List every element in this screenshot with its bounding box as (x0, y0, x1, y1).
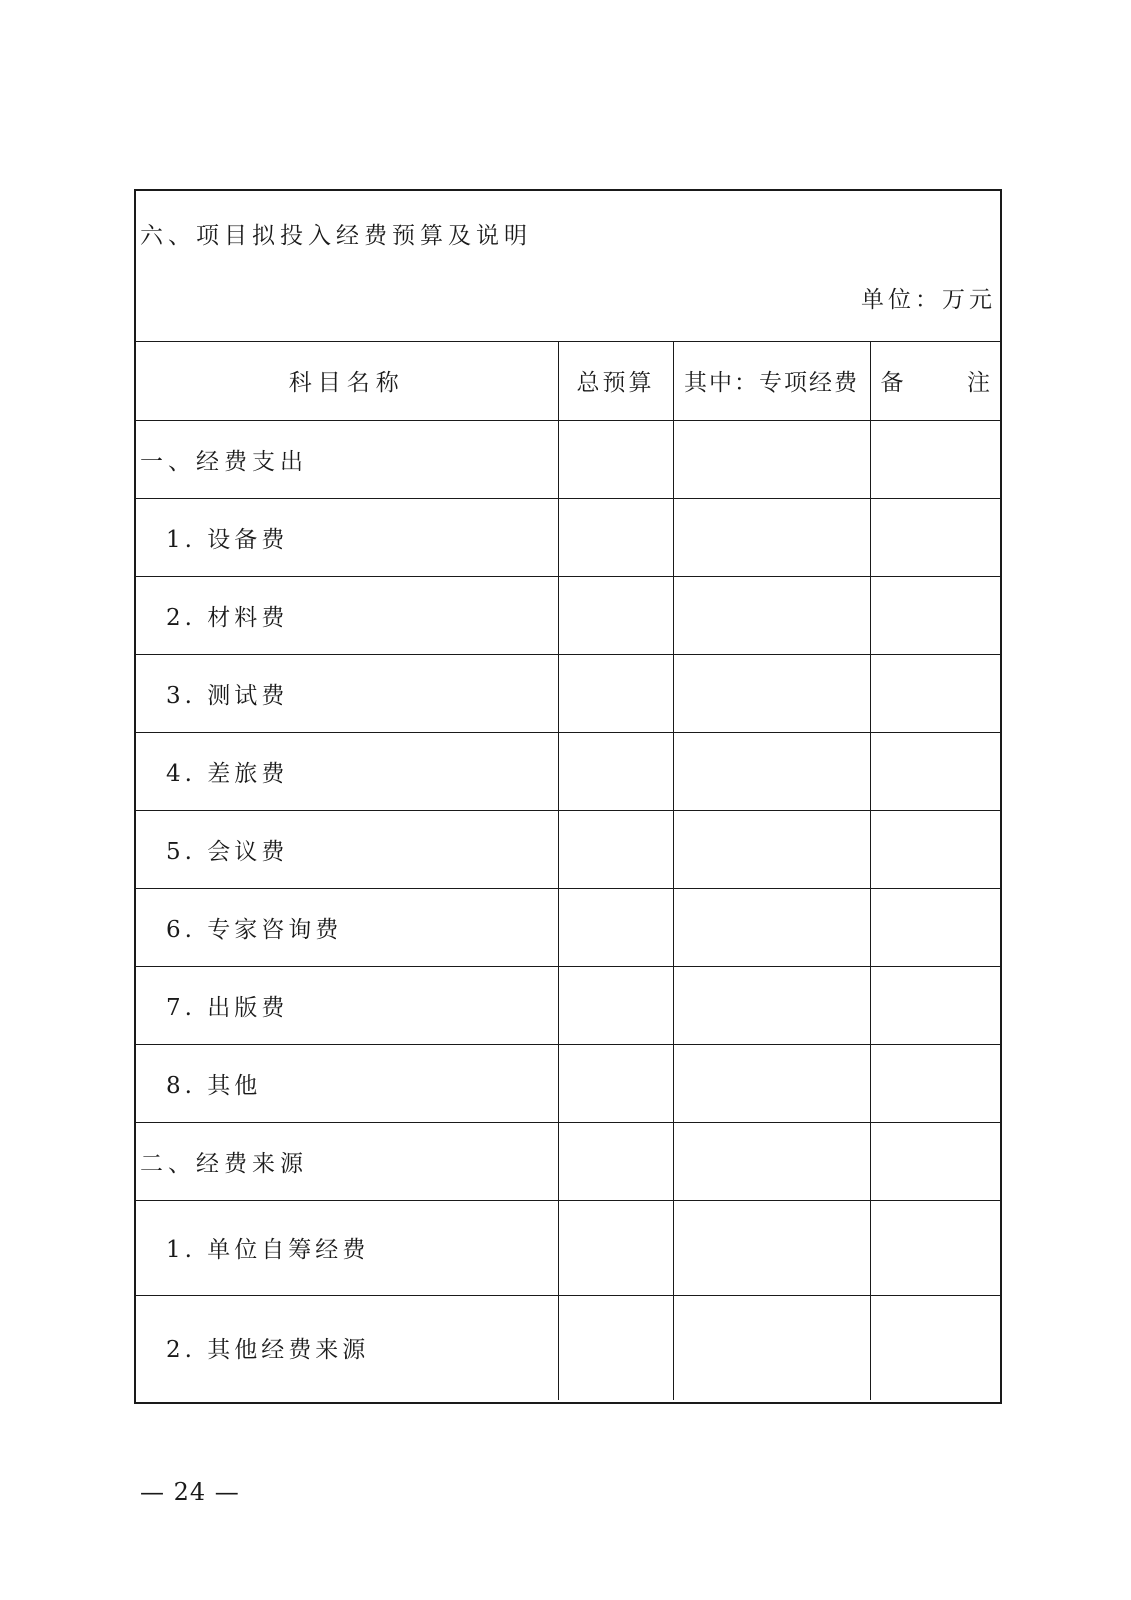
total-budget-cell[interactable] (558, 888, 673, 966)
special-funds-cell[interactable] (673, 576, 870, 654)
total-budget-cell[interactable] (558, 1044, 673, 1122)
special-funds-cell[interactable] (673, 888, 870, 966)
total-budget-cell[interactable] (558, 966, 673, 1044)
row-label: 1. 设备费 (136, 498, 558, 576)
special-funds-cell[interactable] (673, 1122, 870, 1200)
unit-label: 单位：万元 (861, 287, 996, 313)
remarks-cell[interactable] (870, 732, 1000, 810)
row-label: 1. 单位自筹经费 (136, 1200, 558, 1295)
row-label: 2. 其他经费来源 (136, 1295, 558, 1400)
table-row (136, 576, 1000, 654)
special-funds-cell[interactable] (673, 1200, 870, 1295)
special-funds-cell[interactable] (673, 498, 870, 576)
total-budget-cell[interactable] (558, 810, 673, 888)
table-row (136, 888, 1000, 966)
row-label: 5. 会议费 (136, 810, 558, 888)
special-funds-cell[interactable] (673, 1295, 870, 1400)
table-row (136, 1295, 1000, 1400)
total-budget-cell[interactable] (558, 1295, 673, 1400)
remarks-cell[interactable] (870, 1044, 1000, 1122)
table-row (136, 1200, 1000, 1295)
table-row (136, 420, 1000, 498)
header-remarks-char-1: 备 (880, 370, 904, 397)
header-subject-name: 科目名称 (136, 342, 558, 420)
remarks-cell[interactable] (870, 1122, 1000, 1200)
row-label: 8. 其他 (136, 1044, 558, 1122)
page-number: — 24 — (140, 1478, 240, 1506)
budget-table (136, 342, 1000, 1400)
row-label: 二、经费来源 (136, 1122, 558, 1200)
remarks-cell[interactable] (870, 576, 1000, 654)
special-funds-cell[interactable] (673, 732, 870, 810)
row-label: 2. 材料费 (136, 576, 558, 654)
special-funds-cell[interactable] (673, 654, 870, 732)
table-row (136, 1122, 1000, 1200)
table-header-row (136, 342, 1000, 420)
header-total-budget: 总预算 (558, 342, 673, 420)
header-remarks (870, 342, 1000, 420)
budget-form (134, 189, 1002, 1404)
remarks-cell[interactable] (870, 1295, 1000, 1400)
table-row (136, 810, 1000, 888)
total-budget-cell[interactable] (558, 1200, 673, 1295)
section-title: 六、项目拟投入经费预算及说明 (140, 223, 532, 249)
row-label: 4. 差旅费 (136, 732, 558, 810)
row-label: 7. 出版费 (136, 966, 558, 1044)
special-funds-cell[interactable] (673, 420, 870, 498)
remarks-cell[interactable] (870, 498, 1000, 576)
row-label: 6. 专家咨询费 (136, 888, 558, 966)
table-row (136, 966, 1000, 1044)
remarks-cell[interactable] (870, 654, 1000, 732)
total-budget-cell[interactable] (558, 732, 673, 810)
form-header (136, 191, 1000, 342)
total-budget-cell[interactable] (558, 498, 673, 576)
table-row (136, 498, 1000, 576)
total-budget-cell[interactable] (558, 420, 673, 498)
header-special-funds: 其中：专项经费 (673, 342, 870, 420)
special-funds-cell[interactable] (673, 810, 870, 888)
total-budget-cell[interactable] (558, 1122, 673, 1200)
special-funds-cell[interactable] (673, 1044, 870, 1122)
remarks-cell[interactable] (870, 420, 1000, 498)
total-budget-cell[interactable] (558, 654, 673, 732)
special-funds-cell[interactable] (673, 966, 870, 1044)
table-row (136, 732, 1000, 810)
header-remarks-char-2: 注 (967, 370, 990, 397)
remarks-cell[interactable] (870, 1200, 1000, 1295)
remarks-cell[interactable] (870, 966, 1000, 1044)
table-row (136, 654, 1000, 732)
total-budget-cell[interactable] (558, 576, 673, 654)
remarks-cell[interactable] (870, 810, 1000, 888)
remarks-cell[interactable] (870, 888, 1000, 966)
row-label: 一、经费支出 (136, 420, 558, 498)
row-label: 3. 测试费 (136, 654, 558, 732)
table-row (136, 1044, 1000, 1122)
